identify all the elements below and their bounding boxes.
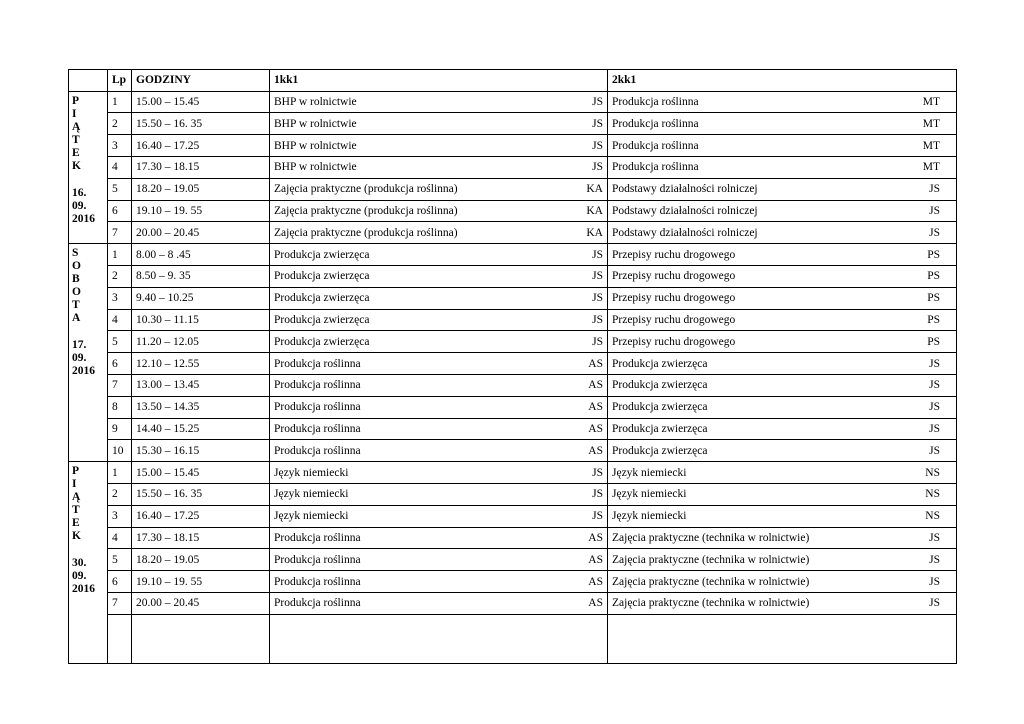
day-letter: S — [72, 247, 79, 260]
subject-name: Zajęcia praktyczne (technika w rolnictwie) — [612, 597, 810, 610]
teacher-code: JS — [929, 444, 940, 457]
lesson-time: 12.10 – 12.55 — [132, 353, 270, 375]
subject-name: Zajęcia praktyczne (produkcja roślinna) — [274, 183, 458, 196]
schedule-row — [69, 331, 957, 353]
teacher-code: JS — [592, 139, 603, 152]
teacher-code: JS — [929, 204, 940, 217]
schedule-row — [69, 135, 957, 157]
teacher-code: JS — [592, 248, 603, 261]
lesson-number: 4 — [108, 309, 132, 331]
subject-name: Produkcja roślinna — [274, 553, 361, 566]
class-1kk1-cell — [270, 418, 608, 440]
day-letter: Ą — [72, 120, 81, 133]
subject-name: Zajęcia praktyczne (produkcja roślinna) — [274, 226, 458, 239]
empty-cell — [132, 614, 270, 663]
schedule-row — [69, 440, 957, 462]
subject-name: Produkcja roślinna — [274, 531, 361, 544]
day-letter: E — [72, 146, 80, 159]
lesson-number: 6 — [108, 571, 132, 593]
lesson-time: 16.40 – 17.25 — [132, 135, 270, 157]
subject-name: Produkcja zwierzęca — [274, 313, 370, 326]
subject-name: Przepisy ruchu drogowego — [612, 292, 736, 305]
teacher-code: JS — [592, 95, 603, 108]
date-part: 2016 — [72, 583, 95, 596]
day-cell — [69, 462, 108, 664]
class-2kk1-cell — [608, 549, 957, 571]
schedule-table — [68, 69, 957, 664]
class-1kk1-cell — [270, 222, 608, 244]
day-cell — [69, 91, 108, 244]
class-1kk1-cell — [270, 135, 608, 157]
teacher-code: PS — [927, 292, 940, 305]
lesson-time: 13.50 – 14.35 — [132, 396, 270, 418]
day-date — [72, 187, 107, 226]
subject-name: Produkcja roślinna — [274, 422, 361, 435]
teacher-code: NS — [925, 510, 940, 523]
class-2kk1-cell — [608, 462, 957, 484]
class-1kk1-cell — [270, 287, 608, 309]
day-letter: K — [72, 530, 81, 543]
day-letter: P — [72, 94, 80, 107]
schedule-row — [69, 178, 957, 200]
subject-name: Produkcja roślinna — [612, 161, 699, 174]
subject-name: Język niemiecki — [274, 488, 349, 501]
lesson-number: 7 — [108, 374, 132, 396]
subject-name: Produkcja roślinna — [612, 117, 699, 130]
schedule-row — [69, 396, 957, 418]
day-letter: O — [72, 260, 81, 273]
lesson-number: 3 — [108, 287, 132, 309]
subject-name: Język niemiecki — [612, 510, 687, 523]
class-2kk1-cell — [608, 592, 957, 614]
class-2kk1-cell — [608, 265, 957, 287]
subject-name: Przepisy ruchu drogowego — [612, 248, 736, 261]
lesson-number: 5 — [108, 549, 132, 571]
lesson-number: 6 — [108, 200, 132, 222]
teacher-code: AS — [588, 575, 603, 588]
subject-name: Produkcja zwierzęca — [274, 335, 370, 348]
class-2kk1-cell — [608, 527, 957, 549]
day-letter: T — [72, 299, 80, 312]
day-letter: T — [72, 504, 80, 517]
day-name — [72, 95, 107, 173]
teacher-code: NS — [925, 488, 940, 501]
class-1kk1-cell — [270, 505, 608, 527]
schedule-row — [69, 265, 957, 287]
teacher-code: JS — [929, 226, 940, 239]
lesson-number: 5 — [108, 178, 132, 200]
date-part: 09. — [72, 570, 87, 583]
class-1kk1-cell — [270, 571, 608, 593]
teacher-code: PS — [927, 335, 940, 348]
teacher-code: MT — [922, 117, 940, 130]
schedule-row — [69, 353, 957, 375]
day-name — [72, 247, 107, 325]
lesson-time: 16.40 – 17.25 — [132, 505, 270, 527]
lesson-time: 10.30 – 11.15 — [132, 309, 270, 331]
class-1kk1-cell — [270, 527, 608, 549]
date-part: 30. — [72, 557, 87, 570]
empty-cell — [608, 614, 957, 663]
day-name — [72, 465, 107, 543]
class-2kk1-cell — [608, 156, 957, 178]
teacher-code: AS — [588, 531, 603, 544]
class-1kk1-cell — [270, 156, 608, 178]
teacher-code: JS — [592, 335, 603, 348]
teacher-code: JS — [929, 531, 940, 544]
teacher-code: PS — [927, 270, 940, 283]
date-part: 2016 — [72, 212, 95, 225]
date-part: 09. — [72, 352, 87, 365]
lesson-time: 15.50 – 16. 35 — [132, 483, 270, 505]
day-cell — [69, 244, 108, 462]
class-2kk1-cell — [608, 483, 957, 505]
day-letter: O — [72, 286, 81, 299]
schedule-row — [69, 592, 957, 614]
lesson-time: 8.00 – 8 .45 — [132, 244, 270, 266]
teacher-code: AS — [588, 357, 603, 370]
header-day-cell — [69, 70, 108, 92]
lesson-time: 17.30 – 18.15 — [132, 527, 270, 549]
subject-name: Produkcja roślinna — [274, 379, 361, 392]
schedule-row — [69, 113, 957, 135]
lesson-time: 11.20 – 12.05 — [132, 331, 270, 353]
subject-name: Język niemiecki — [274, 466, 349, 479]
teacher-code: AS — [588, 422, 603, 435]
day-letter: K — [72, 159, 81, 172]
teacher-code: MT — [922, 95, 940, 108]
class-2kk1-cell — [608, 113, 957, 135]
teacher-code: JS — [592, 292, 603, 305]
lesson-time: 15.00 – 15.45 — [132, 462, 270, 484]
day-letter: P — [72, 465, 80, 478]
teacher-code: JS — [592, 510, 603, 523]
lesson-time: 13.00 – 13.45 — [132, 374, 270, 396]
lesson-number: 4 — [108, 156, 132, 178]
subject-name: Podstawy działalności rolniczej — [612, 226, 758, 239]
schedule-row — [69, 222, 957, 244]
teacher-code: JS — [592, 161, 603, 174]
header-lp: Lp — [108, 70, 132, 92]
lesson-time: 20.00 – 20.45 — [132, 592, 270, 614]
day-letter: T — [72, 133, 80, 146]
lesson-time: 15.30 – 16.15 — [132, 440, 270, 462]
lesson-number: 7 — [108, 592, 132, 614]
schedule-row — [69, 244, 957, 266]
subject-name: BHP w rolnictwie — [274, 117, 357, 130]
class-1kk1-cell — [270, 396, 608, 418]
lesson-number: 2 — [108, 265, 132, 287]
subject-name: Zajęcia praktyczne (technika w rolnictwie) — [612, 531, 810, 544]
schedule-row — [69, 549, 957, 571]
teacher-code: AS — [588, 444, 603, 457]
header-hours: GODZINY — [132, 70, 270, 92]
schedule-row — [69, 91, 957, 113]
class-1kk1-cell — [270, 265, 608, 287]
subject-name: Podstawy działalności rolniczej — [612, 183, 758, 196]
lesson-number: 4 — [108, 527, 132, 549]
schedule-row — [69, 462, 957, 484]
schedule-row — [69, 309, 957, 331]
lesson-number: 7 — [108, 222, 132, 244]
subject-name: Produkcja roślinna — [612, 139, 699, 152]
subject-name: Produkcja zwierzęca — [612, 422, 708, 435]
lesson-number: 2 — [108, 483, 132, 505]
subject-name: Produkcja roślinna — [612, 95, 699, 108]
subject-name: Przepisy ruchu drogowego — [612, 270, 736, 283]
schedule-row — [69, 200, 957, 222]
day-letter: A — [72, 312, 81, 325]
lesson-number: 5 — [108, 331, 132, 353]
teacher-code: AS — [588, 379, 603, 392]
class-2kk1-cell — [608, 331, 957, 353]
subject-name: Zajęcia praktyczne (technika w rolnictwie) — [612, 553, 810, 566]
date-part: 17. — [72, 339, 87, 352]
subject-name: Podstawy działalności rolniczej — [612, 204, 758, 217]
lesson-time: 19.10 – 19. 55 — [132, 200, 270, 222]
date-part: 09. — [72, 199, 87, 212]
class-2kk1-cell — [608, 440, 957, 462]
class-1kk1-cell — [270, 374, 608, 396]
class-2kk1-cell — [608, 353, 957, 375]
schedule-row — [69, 571, 957, 593]
subject-name: Produkcja zwierzęca — [612, 357, 708, 370]
teacher-code: JS — [929, 183, 940, 196]
day-letter: E — [72, 517, 80, 530]
lesson-time: 19.10 – 19. 55 — [132, 571, 270, 593]
teacher-code: AS — [588, 597, 603, 610]
class-2kk1-cell — [608, 571, 957, 593]
schedule-row — [69, 287, 957, 309]
header-class-2kk1: 2kk1 — [608, 70, 957, 92]
schedule-row — [69, 418, 957, 440]
class-1kk1-cell — [270, 309, 608, 331]
empty-cell — [270, 614, 608, 663]
day-letter: I — [72, 107, 77, 120]
teacher-code: JS — [929, 357, 940, 370]
teacher-code: JS — [592, 466, 603, 479]
day-date — [72, 557, 107, 596]
day-letter: Ą — [72, 491, 81, 504]
lesson-time: 20.00 – 20.45 — [132, 222, 270, 244]
lesson-time: 15.50 – 16. 35 — [132, 113, 270, 135]
class-1kk1-cell — [270, 178, 608, 200]
class-1kk1-cell — [270, 331, 608, 353]
lesson-number: 3 — [108, 135, 132, 157]
schedule-row — [69, 483, 957, 505]
subject-name: Język niemiecki — [612, 466, 687, 479]
class-1kk1-cell — [270, 462, 608, 484]
teacher-code: JS — [592, 117, 603, 130]
teacher-code: NS — [925, 466, 940, 479]
class-2kk1-cell — [608, 309, 957, 331]
date-part: 16. — [72, 186, 87, 199]
teacher-code: JS — [929, 422, 940, 435]
class-2kk1-cell — [608, 505, 957, 527]
class-1kk1-cell — [270, 549, 608, 571]
subject-name: BHP w rolnictwie — [274, 161, 357, 174]
lesson-time: 17.30 – 18.15 — [132, 156, 270, 178]
teacher-code: JS — [929, 553, 940, 566]
teacher-code: KA — [586, 183, 603, 196]
teacher-code: PS — [927, 313, 940, 326]
class-2kk1-cell — [608, 418, 957, 440]
subject-name: Produkcja zwierzęca — [612, 444, 708, 457]
lesson-number: 8 — [108, 396, 132, 418]
empty-cell — [108, 614, 132, 663]
teacher-code: JS — [929, 401, 940, 414]
lesson-number: 1 — [108, 462, 132, 484]
subject-name: Produkcja roślinna — [274, 401, 361, 414]
lesson-number: 9 — [108, 418, 132, 440]
class-2kk1-cell — [608, 135, 957, 157]
subject-name: Język niemiecki — [612, 488, 687, 501]
subject-name: Produkcja zwierzęca — [612, 401, 708, 414]
subject-name: Produkcja roślinna — [274, 357, 361, 370]
class-1kk1-cell — [270, 113, 608, 135]
teacher-code: JS — [929, 575, 940, 588]
subject-name: Przepisy ruchu drogowego — [612, 335, 736, 348]
lesson-number: 3 — [108, 505, 132, 527]
teacher-code: KA — [586, 226, 603, 239]
subject-name: Produkcja zwierzęca — [274, 270, 370, 283]
teacher-code: PS — [927, 248, 940, 261]
subject-name: Zajęcia praktyczne (produkcja roślinna) — [274, 204, 458, 217]
lesson-time: 15.00 – 15.45 — [132, 91, 270, 113]
teacher-code: JS — [929, 379, 940, 392]
subject-name: Produkcja zwierzęca — [612, 379, 708, 392]
teacher-code: JS — [592, 270, 603, 283]
class-1kk1-cell — [270, 440, 608, 462]
header-class-1kk1: 1kk1 — [270, 70, 608, 92]
lesson-time: 18.20 – 19.05 — [132, 549, 270, 571]
class-1kk1-cell — [270, 200, 608, 222]
subject-name: Produkcja roślinna — [274, 575, 361, 588]
subject-name: Przepisy ruchu drogowego — [612, 313, 736, 326]
class-2kk1-cell — [608, 222, 957, 244]
lesson-number: 2 — [108, 113, 132, 135]
teacher-code: AS — [588, 401, 603, 414]
lesson-time: 14.40 – 15.25 — [132, 418, 270, 440]
lesson-time: 8.50 – 9. 35 — [132, 265, 270, 287]
lesson-number: 10 — [108, 440, 132, 462]
empty-row — [69, 614, 957, 663]
lesson-time: 9.40 – 10.25 — [132, 287, 270, 309]
class-2kk1-cell — [608, 200, 957, 222]
header-row — [69, 70, 957, 92]
subject-name: Język niemiecki — [274, 510, 349, 523]
schedule-row — [69, 527, 957, 549]
class-1kk1-cell — [270, 91, 608, 113]
subject-name: Produkcja zwierzęca — [274, 292, 370, 305]
class-2kk1-cell — [608, 287, 957, 309]
schedule-row — [69, 156, 957, 178]
lesson-number: 1 — [108, 91, 132, 113]
teacher-code: MT — [922, 161, 940, 174]
class-2kk1-cell — [608, 396, 957, 418]
subject-name: Produkcja zwierzęca — [274, 248, 370, 261]
date-part: 2016 — [72, 365, 95, 378]
subject-name: Produkcja roślinna — [274, 597, 361, 610]
lesson-number: 1 — [108, 244, 132, 266]
subject-name: Produkcja roślinna — [274, 444, 361, 457]
class-1kk1-cell — [270, 244, 608, 266]
lesson-number: 6 — [108, 353, 132, 375]
schedule-row — [69, 374, 957, 396]
class-2kk1-cell — [608, 244, 957, 266]
subject-name: BHP w rolnictwie — [274, 139, 357, 152]
class-1kk1-cell — [270, 483, 608, 505]
teacher-code: JS — [592, 488, 603, 501]
subject-name: BHP w rolnictwie — [274, 95, 357, 108]
day-date — [72, 339, 107, 378]
teacher-code: KA — [586, 204, 603, 217]
class-2kk1-cell — [608, 178, 957, 200]
class-2kk1-cell — [608, 91, 957, 113]
day-letter: B — [72, 273, 80, 286]
class-1kk1-cell — [270, 592, 608, 614]
teacher-code: JS — [929, 597, 940, 610]
teacher-code: MT — [922, 139, 940, 152]
schedule-row — [69, 505, 957, 527]
lesson-time: 18.20 – 19.05 — [132, 178, 270, 200]
teacher-code: AS — [588, 553, 603, 566]
class-2kk1-cell — [608, 374, 957, 396]
class-1kk1-cell — [270, 353, 608, 375]
subject-name: Zajęcia praktyczne (technika w rolnictwie) — [612, 575, 810, 588]
teacher-code: JS — [592, 313, 603, 326]
day-letter: I — [72, 478, 77, 491]
